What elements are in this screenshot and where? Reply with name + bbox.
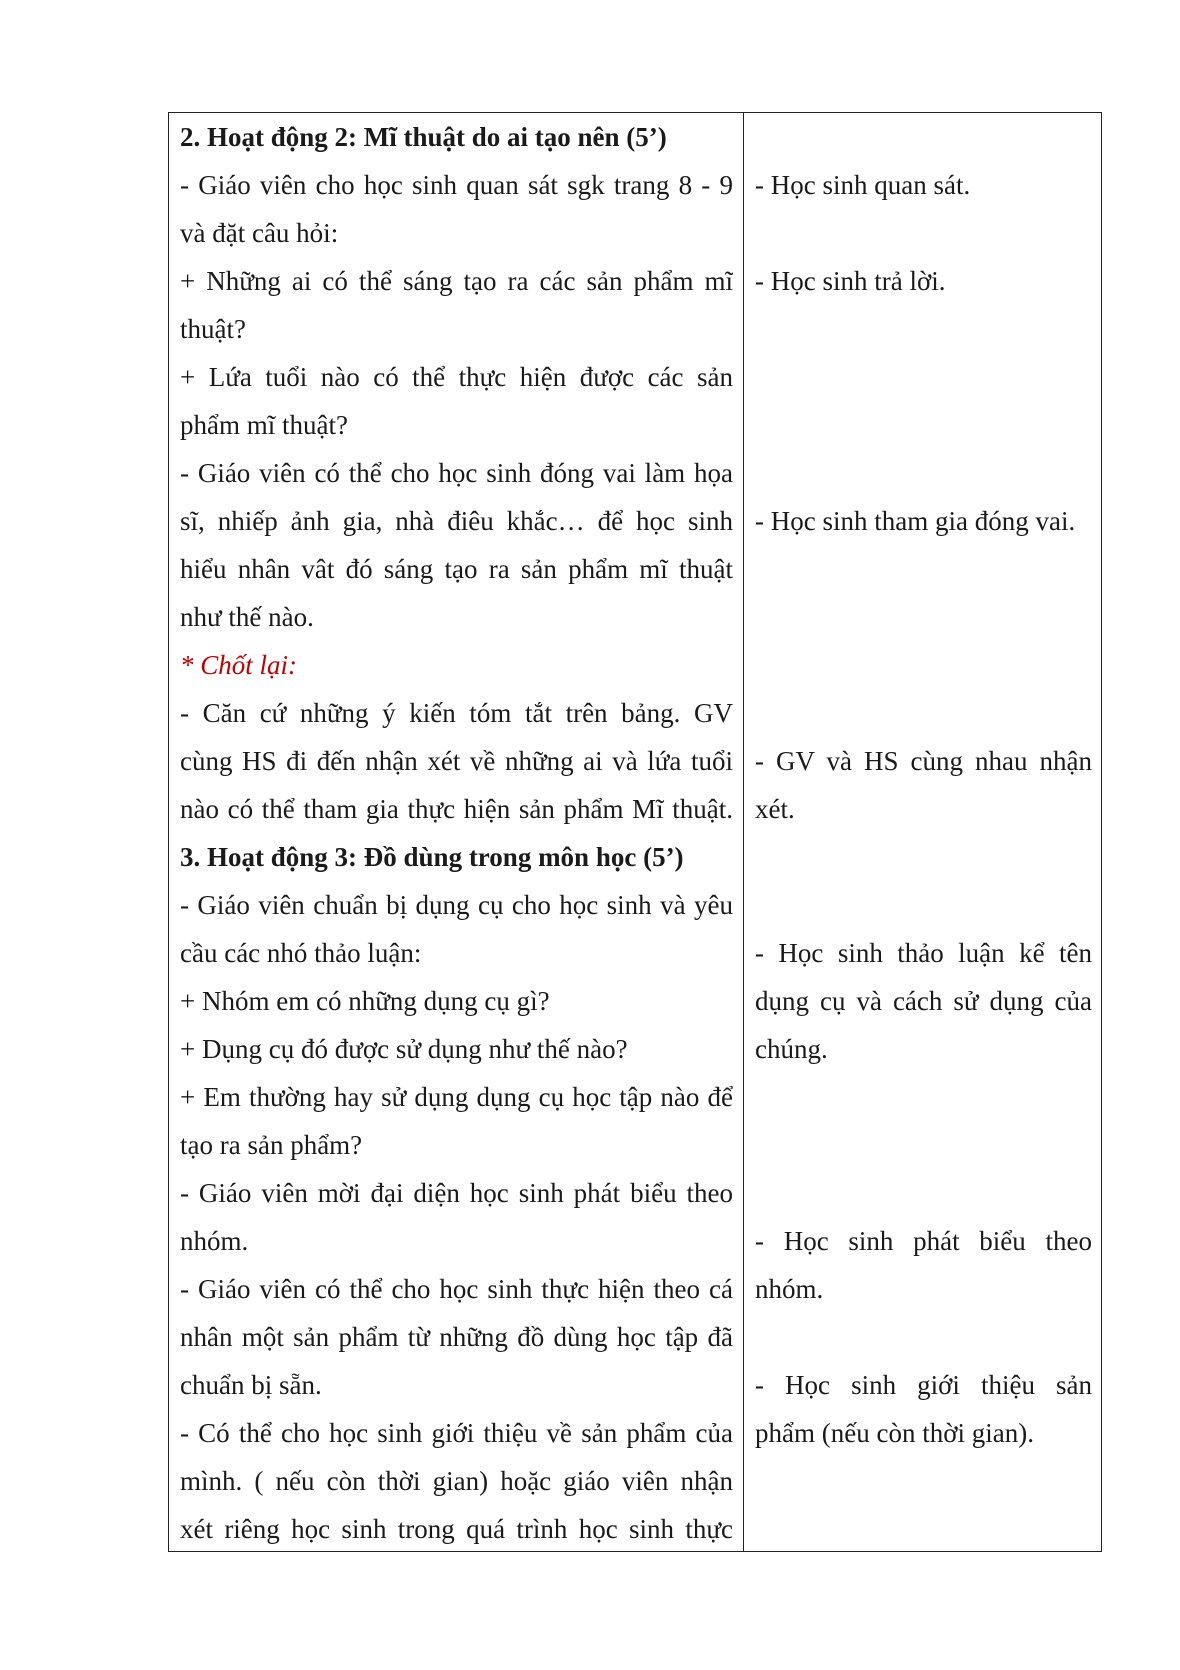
text-line: phẩm mĩ thuật? [180, 410, 348, 440]
text-line: như thế nào. [180, 602, 314, 632]
text-line: xét riêng học sinh trong quá trình học sinh thực [180, 1514, 733, 1544]
text-line: - Học sinh thảo luận kể tên [755, 938, 1092, 968]
text-line: mình. ( nếu còn thời gian) hoặc giáo viên nhận [180, 1466, 733, 1496]
text-line: - Giáo viên có thể cho học sinh thực hiện theo cá [180, 1274, 733, 1304]
text-line: phẩm (nếu còn thời gian). [755, 1418, 1034, 1448]
text-line: chuẩn bị sẵn. [180, 1370, 322, 1400]
text-line: dụng cụ và cách sử dụng của [755, 986, 1092, 1016]
conclusion-heading: * Chốt lại: [180, 650, 298, 680]
text-line: - GV và HS cùng nhau nhận [755, 746, 1092, 776]
text-line: - Căn cứ những ý kiến tóm tắt trên bảng. GV [180, 698, 733, 728]
text-line: + Nhóm em có những dụng cụ gì? [180, 986, 550, 1016]
section-heading-activity-3: 3. Hoạt động 3: Đồ dùng trong môn học (5’) [180, 842, 684, 872]
text-line: chúng. [755, 1034, 828, 1064]
text-line: - Học sinh trả lời. [755, 266, 946, 296]
text-line: - Giáo viên chuẩn bị dụng cụ cho học sinh và yêu [180, 890, 733, 920]
text-line: - Giáo viên có thể cho học sinh đóng vai làm họa [180, 458, 733, 488]
text-line: sĩ, nhiếp ảnh gia, nhà điêu khắc… để học sinh [180, 506, 733, 536]
text-line: - Có thể cho học sinh giới thiệu về sản phẩm của [180, 1418, 733, 1448]
text-line: + Em thường hay sử dụng dụng cụ học tập nào để [180, 1082, 733, 1112]
section-heading-activity-2: 2. Hoạt động 2: Mĩ thuật do ai tạo nên (5’) [180, 122, 667, 152]
text-line: cầu các nhó thảo luận: [180, 938, 422, 968]
text-line: - Học sinh phát biểu theo [755, 1226, 1092, 1256]
text-line: - Giáo viên cho học sinh quan sát sgk trang 8 - 9 [180, 170, 733, 200]
text-line: - Giáo viên mời đại diện học sinh phát biểu theo [180, 1178, 733, 1208]
text-line: và đặt câu hỏi: [180, 218, 339, 248]
teacher-activities-column [169, 113, 744, 1551]
text-line: nhân một sản phẩm từ những đồ dùng học tập đã [180, 1322, 733, 1352]
text-line: nhóm. [755, 1274, 824, 1304]
text-line: thuật? [180, 314, 246, 344]
text-line: - Học sinh giới thiệu sản [755, 1370, 1092, 1400]
text-line: nào có thể tham gia thực hiện sản phẩm Mĩ thuật. [180, 794, 733, 824]
text-line: hiểu nhân vât đó sáng tạo ra sản phẩm mĩ thuật [180, 554, 733, 584]
text-line: + Lứa tuổi nào có thể thực hiện được các sản [180, 362, 733, 392]
text-line: nhóm. [180, 1226, 249, 1256]
text-line: - Học sinh tham gia đóng vai. [755, 506, 1076, 536]
text-line: tạo ra sản phẩm? [180, 1130, 363, 1160]
text-line: + Những ai có thể sáng tạo ra các sản phẩm mĩ [180, 266, 733, 296]
lesson-plan-table [168, 112, 1102, 1552]
text-line: cùng HS đi đến nhận xét về những ai và lứa tuổi [180, 746, 733, 776]
text-line: xét. [755, 794, 795, 824]
student-activities-column [744, 113, 1101, 1551]
text-line: - Học sinh quan sát. [755, 170, 971, 200]
text-line: + Dụng cụ đó được sử dụng như thế nào? [180, 1034, 628, 1064]
